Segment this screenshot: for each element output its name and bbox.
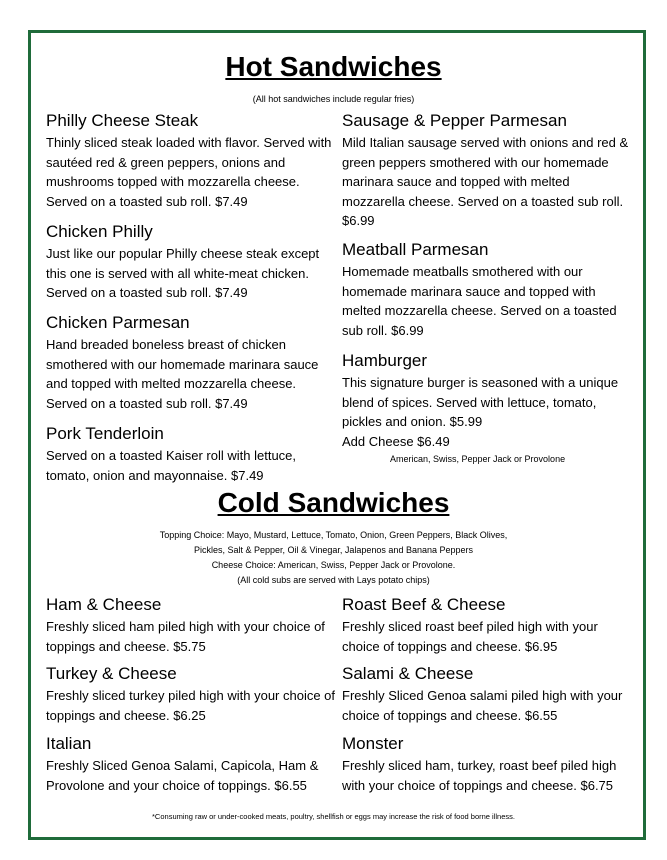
item-description: This signature burger is seasoned with a unique blend of spices. Served with lettuce, tomato, pickles and onion. $5.99 [342, 375, 619, 430]
menu-item-italian [46, 733, 336, 795]
item-description: Freshly sliced turkey piled high with your choice of toppings and cheese. $6.25 [46, 688, 336, 723]
menu-item-roast-beef-cheese [342, 594, 632, 656]
item-description: Thinly sliced steak loaded with flavor. Served with sautéed red & green peppers, onions and mushrooms topped with mozzarella cheese. Served on a toasted sub roll. $7.49 [46, 135, 332, 209]
menu-item-philly-cheese-steak [46, 110, 336, 211]
item-name: Monster [342, 734, 404, 753]
item-description: Just like our popular Philly cheese steak except this one is served with all white-meat chicken. Served on a toasted sub roll. $7.49 [46, 246, 320, 301]
menu-item-monster [342, 733, 632, 795]
item-description: Hand breaded boneless breast of chicken smothered with our homemade marinara sauce and topped with melted mozzarella cheese. Served on a toasted sub roll. $7.49 [46, 337, 319, 411]
menu-item-chicken-philly [46, 221, 336, 303]
item-description: Served on a toasted Kaiser roll with lettuce, tomato, onion and mayonnaise. $7.49 [46, 448, 297, 483]
hot-sandwiches-note: (All hot sandwiches include regular fries) [252, 94, 415, 104]
cold-chips-note: (All cold subs are served with Lays potato chips) [237, 575, 430, 585]
food-safety-disclaimer: *Consuming raw or under-cooked meats, poultry, shellfish or eggs may increase the risk of food borne illness. [152, 812, 515, 821]
menu-item-salami-cheese [342, 663, 632, 725]
item-name: Italian [46, 734, 92, 753]
hot-sandwiches-title: Hot Sandwiches [225, 51, 442, 82]
item-name: Ham & Cheese [46, 595, 162, 614]
item-name: Roast Beef & Cheese [342, 595, 506, 614]
item-name: Turkey & Cheese [46, 664, 177, 683]
item-addon: Add Cheese $6.49 [342, 433, 450, 449]
cold-topping-note-2: Pickles, Salt & Pepper, Oil & Vinegar, Jalapenos and Banana Peppers [193, 545, 473, 555]
item-addon-note: American, Swiss, Pepper Jack or Provolone [390, 454, 566, 465]
item-description: Freshly sliced ham, turkey, roast beef piled high with your choice of toppings and cheese. $6.75 [342, 758, 617, 793]
item-name: Meatball Parmesan [342, 240, 489, 259]
item-description: Homemade meatballs smothered with our homemade marinara sauce and topped with melted mozzarella cheese. Served on a toasted sub roll. $6.99 [342, 264, 617, 338]
item-name: Chicken Philly [46, 222, 153, 241]
menu-item-chicken-parmesan [46, 312, 336, 413]
cold-sandwiches-title: Cold Sandwiches [217, 487, 450, 518]
menu-item-meatball-parmesan [342, 239, 632, 340]
item-description: Freshly sliced roast beef piled high with your choice of toppings and cheese. $6.95 [342, 619, 598, 654]
item-name: Salami & Cheese [342, 664, 474, 683]
menu-item-sausage-pepper-parmesan [342, 110, 632, 231]
item-description: Mild Italian sausage served with onions and red & green peppers smothered with our homemade marinara sauce and topped with melted mozzarella cheese. Served on a toasted sub roll. $6.99 [342, 135, 629, 229]
menu-item-pork-tenderloin [46, 423, 336, 485]
cold-topping-note-1: Topping Choice: Mayo, Mustard, Lettuce, Tomato, Onion, Green Peppers, Black Olives, [159, 530, 508, 540]
item-description: Freshly sliced ham piled high with your choice of toppings and cheese. $5.75 [46, 619, 325, 654]
item-name: Hamburger [342, 351, 428, 370]
menu-item-hamburger [342, 350, 632, 465]
item-name: Philly Cheese Steak [46, 111, 199, 130]
item-name: Pork Tenderloin [46, 424, 164, 443]
cold-cheese-note: Cheese Choice: American, Swiss, Pepper Jack or Provolone. [211, 560, 456, 570]
item-description: Freshly Sliced Genoa salami piled high with your choice of toppings and cheese. $6.55 [342, 688, 623, 723]
item-name: Chicken Parmesan [46, 313, 190, 332]
item-description: Freshly Sliced Genoa Salami, Capicola, Ham & Provolone and your choice of toppings. $6.55 [46, 758, 319, 793]
menu-item-ham-cheese [46, 594, 336, 656]
item-name: Sausage & Pepper Parmesan [342, 111, 567, 130]
menu-item-turkey-cheese [46, 663, 336, 725]
